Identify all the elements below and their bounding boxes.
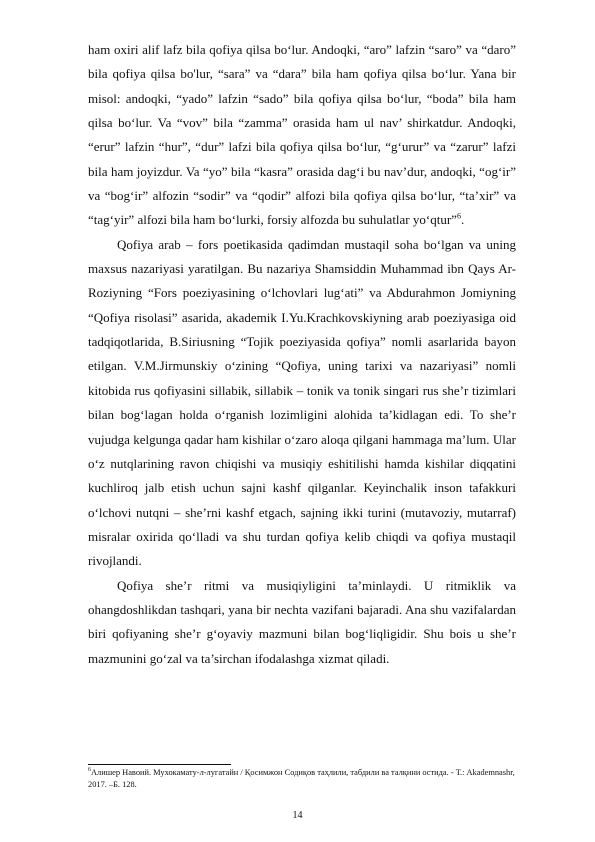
footnote-text: Алишер Навоий. Мухокамату-л-лугатайн / Қосимжон Содиқов таҳлили, табдили ва талқини остида. - Т.: Akademnashr, 2017. –Б. 128. bbox=[88, 768, 515, 789]
paragraph-1-text: ham oxiri alif lafz bila qofiya qilsa boʻlur. Andoqki, “aro” lafzin “saro” va “daro” bila qofiya qilsa bo'lur, “sara” va “dara” bila ham qofiya qilsa boʻlur. Yana bir misol: andoqki, “yado” lafzin “sado” bila qofiya qilsa boʻlur, “boda” bila ham qilsa boʻlur. Va “vov” bila “zamma” orasida ham ul nav’ shirkatdur. Andoqki, “erur” lafzin “hur”, “dur” lafzi bila qofiya qilsa boʻlur, “gʻurur” va “zarur” lafzi bila ham joyizdur. Va “yo” bila “kasra” orasida dagʻi bu nav’dur, andoqki, “ogʻir” va “bogʻir” alfozin “sodir” va “qodir” alfozi bila qofiya qilsa boʻlur, “ta’xir” va “tagʻyir” alfozi bila ham boʻlurki, forsiy alfozda bu suhulatlar yoʻqtur” bbox=[88, 42, 516, 228]
paragraph-1-tail: . bbox=[460, 212, 465, 228]
footnote-divider bbox=[88, 764, 231, 765]
footnote-mark: 6 bbox=[88, 767, 91, 774]
footnote bbox=[88, 767, 516, 790]
page-number: 14 bbox=[292, 810, 303, 821]
paragraph-2: Qofiya arab – fors poetikasida qadimdan mustaqil soha boʻlgan va uning maxsus nazariyasi yaratilgan. Bu nazariya Shamsiddin Muhammad ibn Qays Ar-Roziyning “Fors poeziyasining oʻlchovlari lugʻati” va Abdurahmon Jomiyning “Qofiya risolasi” asarida, akademik I.Yu.Krachkovskiyning arab poeziyasiga oid tadqiqotlarida, B.Siriusning “Tojik poeziyasida qofiya” nomli asarlarida bayon etilgan. V.M.Jirmunskiy oʻzining “Qofiya, uning tarixi va nazariyasi” nomli kitobida rus qofiyasini sillabik, sillabik – tonik va tonik singari rus she’r tizimlari bilan bogʻlagan holda oʻrganish lozimligini alohida ta’kidlagan edi. To she’r vujudga kelgunga qadar ham kishilar oʻzaro aloqa qilgani hammaga ma’lum. Ular oʻz nutqlarining ravon chiqishi va musiqiy eshitilishi hamda kishilar diqqatini kuchliroq jalb etish uchun sajni kashf qilganlar. Keyinchalik inson tafakkuri oʻlchovi nutqni – she’rni kashf etgach, sajning ikki turini (mutavoziy, mutarraf) misralar oxirida qoʻlladi va shu turdan qofiya kelib chiqdi va qofiya mustaqil rivojlandi. bbox=[88, 236, 516, 569]
footnote-reference[interactable]: 6 bbox=[456, 212, 461, 222]
body-text bbox=[88, 38, 516, 671]
paragraph-3: Qofiya she’r ritmi va musiqiyligini ta’minlaydi. U ritmiklik va ohangdoshlikdan tashqari, yana bir nechta vazifani bajaradi. Ana shu vazifalardan biri qofiyaning she’r gʻoyaviy mazmuni bilan bogʻliqligidir. Shu bois u she’r mazmunini goʻzal va ta’sirchan ifodalashga xizmat qiladi. bbox=[88, 577, 516, 666]
paragraph-1 bbox=[88, 38, 516, 233]
